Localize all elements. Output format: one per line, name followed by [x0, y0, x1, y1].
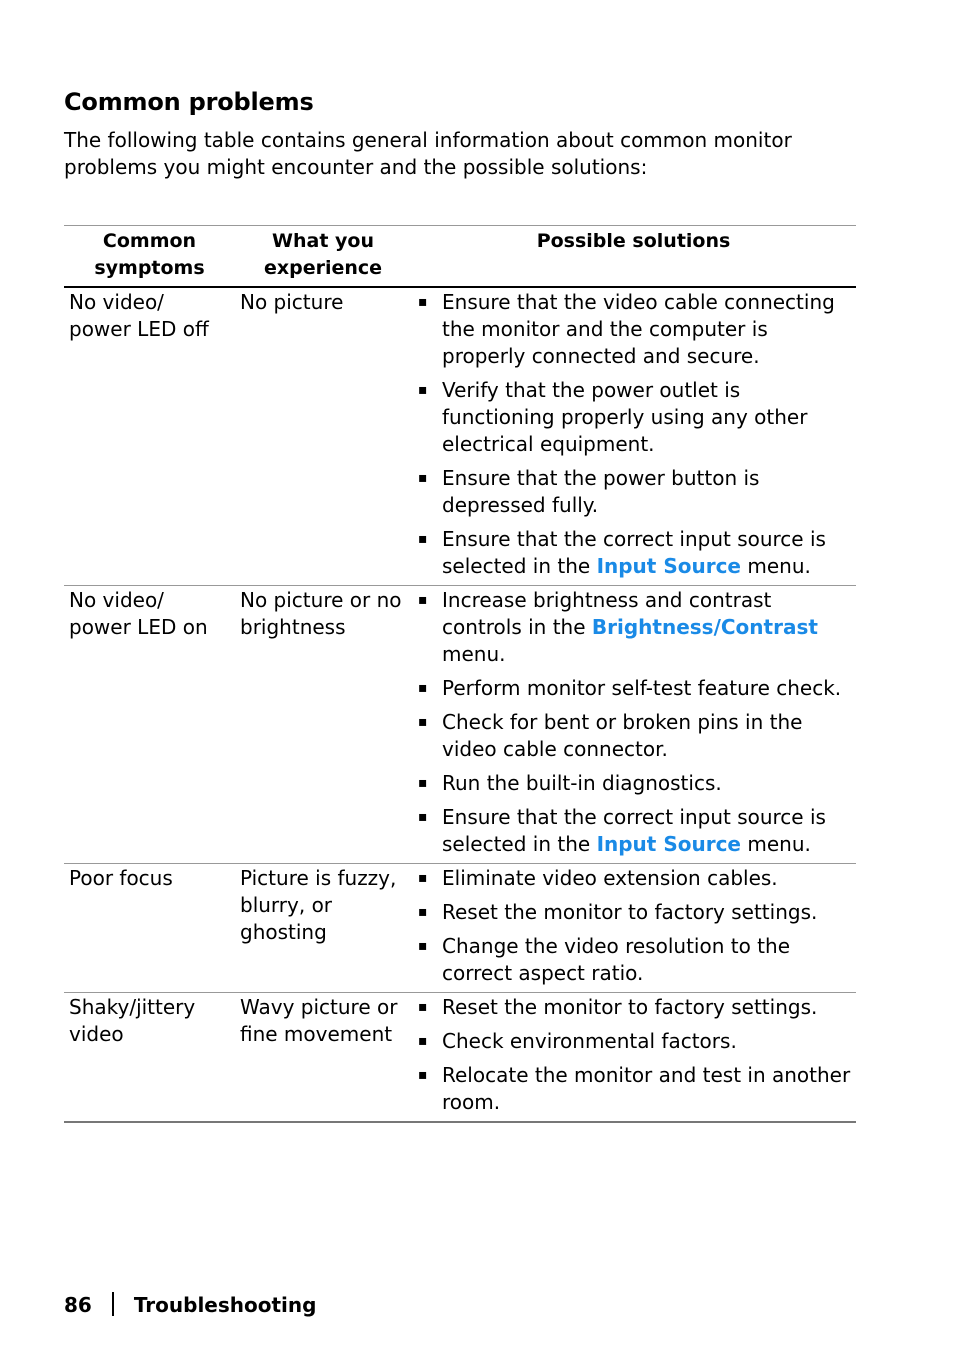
- table-body: [64, 287, 856, 1122]
- solution-item: [416, 804, 852, 858]
- section-name: Troubleshooting: [133, 1293, 317, 1317]
- solutions-cell: [411, 287, 856, 586]
- page-footer: [64, 1292, 316, 1317]
- solution-text: Change the video resolution to the correct aspect ratio.: [442, 934, 790, 985]
- solution-item: [416, 994, 852, 1021]
- symptom-cell: Poor focus: [64, 864, 235, 993]
- solution-item: [416, 1062, 852, 1116]
- bullet-icon: ▪: [418, 714, 428, 730]
- solutions-list: [416, 289, 852, 580]
- solution-item: [416, 770, 852, 797]
- table-row: [64, 287, 856, 586]
- experience-cell: Wavy picture or fine movement: [235, 993, 411, 1123]
- solutions-list: [416, 865, 852, 987]
- page-heading: Common problems: [64, 88, 314, 116]
- bullet-icon: ▪: [418, 904, 428, 920]
- symptom-cell: No video/ power LED on: [64, 586, 235, 864]
- bullet-icon: ▪: [418, 531, 428, 547]
- bullet-icon: ▪: [418, 775, 428, 791]
- intro-paragraph: The following table contains general information about common monitor problems you might encounter and the possible solutions:: [64, 128, 792, 179]
- table-header-row: [64, 226, 856, 288]
- bullet-icon: ▪: [418, 470, 428, 486]
- bullet-icon: ▪: [418, 294, 428, 310]
- common-problems-table: [64, 225, 856, 1123]
- solution-item: [416, 933, 852, 987]
- solution-text: Run the built-in diagnostics.: [442, 771, 722, 795]
- solution-text: Reset the monitor to factory settings.: [442, 900, 818, 924]
- page-number: 86: [64, 1293, 92, 1317]
- solution-text: Verify that the power outlet is functioning properly using any other electrical equipment.: [442, 378, 808, 456]
- solution-text: Perform monitor self-test feature check.: [442, 676, 842, 700]
- header-common-symptoms: Common symptoms: [64, 226, 235, 288]
- solution-text: Check environmental factors.: [442, 1029, 737, 1053]
- solutions-cell: [411, 993, 856, 1123]
- solution-text: Ensure that the video cable connecting the monitor and the computer is properly connected and secure.: [442, 290, 835, 368]
- solutions-list: [416, 994, 852, 1116]
- solutions-cell: [411, 586, 856, 864]
- bullet-icon: ▪: [418, 680, 428, 696]
- symptom-cell: Shaky/jittery video: [64, 993, 235, 1123]
- bullet-icon: ▪: [418, 592, 428, 608]
- solution-item: [416, 1028, 852, 1055]
- experience-cell: No picture: [235, 287, 411, 586]
- solution-item: [416, 865, 852, 892]
- solution-item: [416, 587, 852, 668]
- table-row: [64, 864, 856, 993]
- solution-text: Ensure that the power button is depressed fully.: [442, 466, 760, 517]
- experience-cell: No picture or no brightness: [235, 586, 411, 864]
- solution-text: Eliminate video extension cables.: [442, 866, 778, 890]
- header-what-you-experience: What you experience: [235, 226, 411, 288]
- solution-item: [416, 377, 852, 458]
- solution-text-end: menu.: [741, 832, 811, 856]
- solution-text: Increase brightness and contrast controls in the: [442, 588, 772, 639]
- solution-text-end: menu.: [741, 554, 811, 578]
- solution-text-end: menu.: [442, 642, 506, 666]
- bullet-icon: ▪: [418, 938, 428, 954]
- table-row: [64, 586, 856, 864]
- solution-item: [416, 526, 852, 580]
- solution-text: Ensure that the correct input source is selected in the: [442, 527, 826, 578]
- solution-item: [416, 465, 852, 519]
- header-possible-solutions: Possible solutions: [411, 226, 856, 288]
- menu-reference-link[interactable]: Input Source: [596, 832, 741, 856]
- bullet-icon: ▪: [418, 999, 428, 1015]
- menu-reference-link[interactable]: Input Source: [596, 554, 741, 578]
- experience-cell: Picture is fuzzy, blurry, or ghosting: [235, 864, 411, 993]
- solution-item: [416, 899, 852, 926]
- solution-text: Reset the monitor to factory settings.: [442, 995, 818, 1019]
- solution-item: [416, 709, 852, 763]
- solutions-list: [416, 587, 852, 858]
- table-row: [64, 993, 856, 1123]
- symptom-cell: No video/ power LED off: [64, 287, 235, 586]
- solution-text: Relocate the monitor and test in another room.: [442, 1063, 851, 1114]
- bullet-icon: ▪: [418, 382, 428, 398]
- bullet-icon: ▪: [418, 1033, 428, 1049]
- bullet-icon: ▪: [418, 870, 428, 886]
- solution-text: Ensure that the correct input source is selected in the: [442, 805, 826, 856]
- solution-item: [416, 289, 852, 370]
- bullet-icon: ▪: [418, 809, 428, 825]
- solutions-cell: [411, 864, 856, 993]
- menu-reference-link[interactable]: Brightness/Contrast: [591, 615, 818, 639]
- solution-item: [416, 675, 852, 702]
- footer-separator: [112, 1292, 114, 1316]
- solution-text: Check for bent or broken pins in the video cable connector.: [442, 710, 803, 761]
- bullet-icon: ▪: [418, 1067, 428, 1083]
